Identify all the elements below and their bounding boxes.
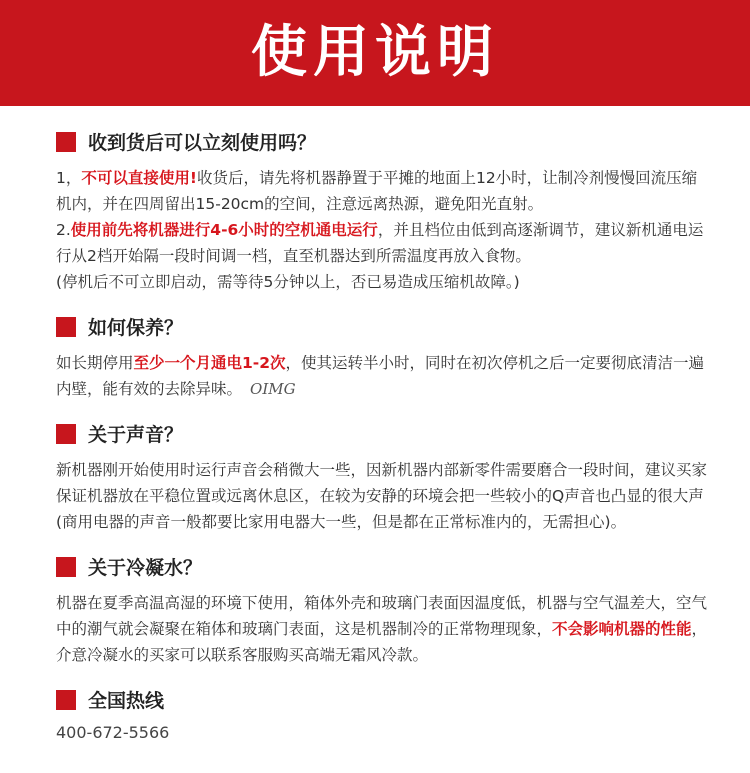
paragraph-text: ，并且档位由低到高逐渐调节，建议新机通电运行从2档开始隔一段时间调一档，直至机器达到所需温度再放入食物。 — [56, 221, 704, 265]
highlight-text: 使用前先将机器进行4-6小时的空机通电运行 — [70, 221, 378, 239]
section-title: 关于声音？ — [88, 424, 184, 446]
section-bullet-icon — [56, 317, 76, 337]
section-header-use-immediately — [56, 128, 710, 155]
paragraph-prefix: 如长期停用 — [56, 354, 134, 372]
section-header-hotline — [56, 686, 710, 713]
instructions-content — [0, 128, 750, 742]
paragraph-text: 机器在夏季高温高湿的环境下使用，箱体外壳和玻璃门表面因温度低，机器与空气温差大，空气中的潮气就会凝聚在箱体和玻璃门表面，这是机器制冷的正常物理现象， — [56, 594, 708, 638]
paragraph-maintenance — [56, 350, 710, 402]
page-title: 使用说明 — [251, 20, 499, 85]
header-banner — [0, 0, 750, 106]
paragraph-restart-note: (停机后不可立即启动，需等待5分钟以上，否已易造成压缩机故障。) — [56, 273, 520, 291]
paragraph-prefix: 1， — [56, 169, 82, 187]
hotline-number: 400-672-5566 — [56, 723, 170, 742]
highlight-text: 不会影响机器的性能 — [552, 620, 692, 638]
section-title: 关于冷凝水？ — [88, 557, 203, 579]
section-header-condensation — [56, 553, 710, 580]
section-bullet-icon — [56, 690, 76, 710]
paragraph-static-placement — [56, 165, 710, 217]
section-bullet-icon — [56, 132, 76, 152]
section-bullet-icon — [56, 557, 76, 577]
section-header-maintenance — [56, 313, 710, 340]
paragraph-suffix: ，介意冷凝水的买家可以联系客服购买高端无霜风冷款。 — [56, 620, 708, 664]
section-title: 收到货后可以立刻使用吗？ — [88, 132, 317, 154]
section-title: 全国热线 — [88, 690, 165, 712]
section-header-noise — [56, 420, 710, 447]
watermark-text: OIMG — [250, 380, 296, 398]
paragraph-trial-run — [56, 217, 710, 269]
paragraph-noise: 新机器刚开始使用时运行声音会稍微大一些，因新机器内部新零件需要磨合一段时间，建议买家保证机器放在平稳位置或远离休息区，在较为安静的环境会把一些较小的Q声音也凸显的很大声(商用电器的声音一般都要比家用电器大一些，但是都在正常标准内的，无需担心)。 — [56, 461, 708, 531]
section-title: 如何保养？ — [88, 317, 184, 339]
paragraph-condensation — [56, 590, 710, 668]
highlight-text: 不可以直接使用! — [81, 169, 197, 187]
paragraph-prefix: 2. — [56, 221, 71, 239]
paragraph-text: ，使其运转半小时，同时在初次停机之后一定要彻底清洁一遍内壁，能有效的去除异味。 — [56, 354, 705, 398]
highlight-text: 至少一个月通电1-2次 — [133, 354, 286, 372]
paragraph-text: 收货后，请先将机器静置于平摊的地面上12小时，让制冷剂慢慢回流压缩机内，并在四周留出15-20cm的空间，注意远离热源，避免阳光直射。 — [56, 169, 698, 213]
section-bullet-icon — [56, 424, 76, 444]
